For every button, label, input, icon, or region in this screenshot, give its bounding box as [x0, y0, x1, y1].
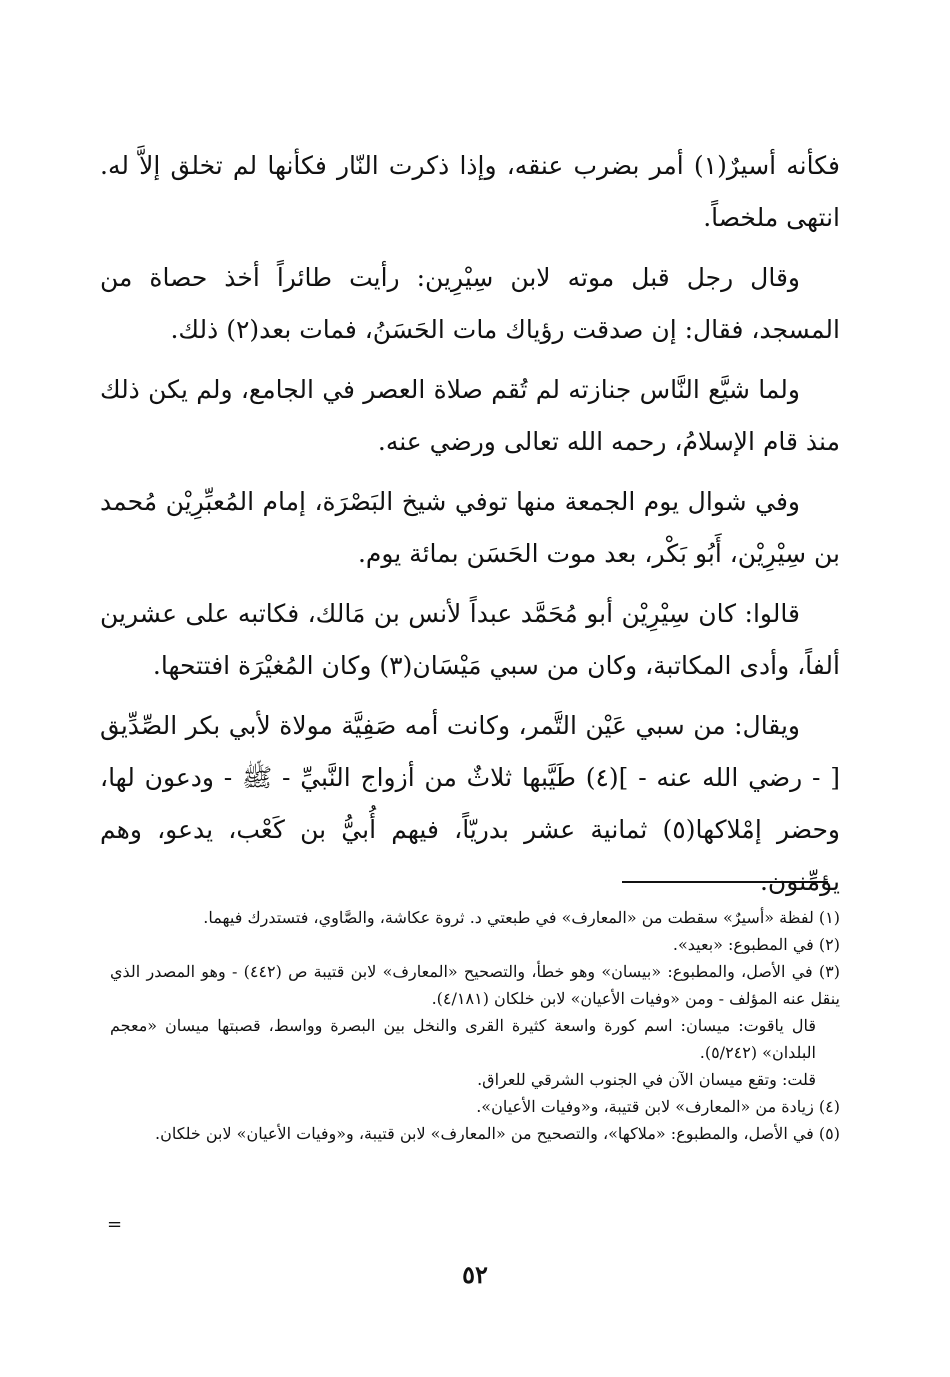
footnote-4: (٤) زيادة من «المعارف» لابن قتيبة، و«وفيات الأعيان». [476, 1097, 840, 1116]
paragraph-2: وقال رجل قبل موته لابن سِيْرِين: رأيت طائراً أخذ حصاة من المسجد، فقال: إن صدقت رؤياك مات الحَسَنُ، فمات بعد(٢) ذلك. [100, 263, 840, 344]
footnote-2: (٢) في المطبوع: «بعيد». [672, 935, 840, 954]
continuation-mark: = [107, 1214, 123, 1235]
paragraph-5: قالوا: كان سِيْرِيْن أبو مُحَمَّد عبداً لأنس بن مَالك، فكاتبه على عشرين ألفاً، وأدى المكاتبة، وكان من سبي مَيْسَان(٣) وكان المُغيْرَة افتتحها. [100, 599, 840, 680]
main-text [100, 140, 840, 916]
footnote-3: (٣) في الأصل، والمطبوع: «بيسان» وهو خطأ، والتصحيح «المعارف» لابن قتيبة ص (٤٤٢) - وهو المصدر الذي ينقل عنه المؤلف - ومن «وفيات الأعيان» لابن خلكان (٤/١٨١). [110, 962, 841, 1008]
footnotes [110, 904, 840, 1147]
footnote-1: (١) لفظة «أسيرٌ» سقطت من «المعارف» في طبعتي د. ثروة عكاشة، والصَّاوي، فتستدرك فيهما. [203, 908, 840, 927]
footnote-3-note: قلت: وتقع ميسان الآن في الجنوب الشرقي للعراق. [477, 1070, 816, 1089]
paragraph-4: وفي شوال يوم الجمعة منها توفي شيخ البَصْرَة، إمام المُعبِّرِيْن مُحمد بن سِيْرِيْن، أَبُو بَكْر، بعد موت الحَسَن بمائة يوم. [100, 487, 840, 568]
footnote-separator [622, 881, 828, 883]
footnote-5: (٥) في الأصل، والمطبوع: «ملاكها»، والتصحيح من «المعارف» لابن قتيبة، و«وفيات الأعيان» لابن خلكان. [155, 1124, 840, 1143]
footnote-3-yaqut: قال ياقوت: ميسان: اسم كورة واسعة كثيرة القرى والنخل بين البصرة وواسط، قصبتها ميسان «معجم البلدان» (٥/٢٤٢). [110, 1016, 816, 1062]
paragraph-6: ويقال: من سبي عَيْن التَّمر، وكانت أمه صَفِيَّة مولاة لأبي بكر الصِّدِّيق [ - رضي الله عنه - ](٤) طَيَّبها ثلاثٌ من أزواج النَّبيِّ - ﷺ - ودعون لها، وحضر إمْلاكها(٥) ثمانية عشر بدريّاً، فيهم أُبيُّ بن كَعْب، يدعو، وهم يؤمِّنون. [100, 711, 840, 896]
paragraph-1: فكأنه أسيرٌ(١) أمر بضرب عنقه، وإذا ذكرت النّار فكأنها لم تخلق إلاَّ له. انتهى ملخصاً. [100, 151, 840, 232]
paragraph-3: ولما شيَّع النَّاس جنازته لم تُقم صلاة العصر في الجامع، ولم يكن ذلك منذ قام الإسلامُ، رحمه الله تعالى ورضي عنه. [100, 375, 840, 456]
page-number: ٥٢ [462, 1260, 488, 1289]
